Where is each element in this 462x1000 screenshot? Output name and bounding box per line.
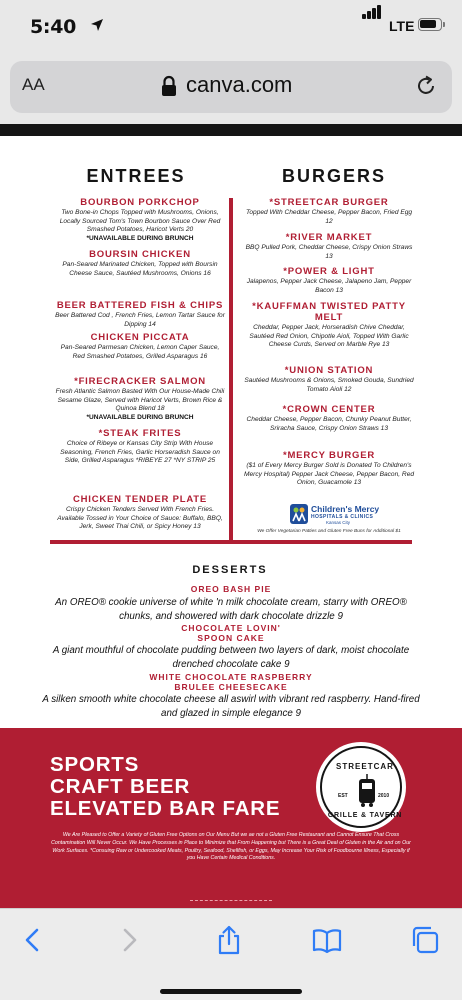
battery-icon: [418, 18, 442, 31]
browser-chrome: [0, 52, 462, 124]
status-bar: [0, 0, 462, 52]
dessert-item: WHITE CHOCOLATE RASPBERRY BRULEE CHEESECAKE A silken smooth white chocolate cheese all aswirl with vibrant red raspberry. Hand-fired and glazed in simple elegance 9: [42, 672, 420, 719]
address-bar[interactable]: [10, 61, 452, 113]
entree-item: *FIRECRACKER SALMON Fresh Atlantic Salmon Basted With Our House-Made Chili Sesame Glaze, Served with Haricot Verts, Brown Rice & Quinoa Blend 18 *UNAVAILABLE DURING BRUNCH: [55, 376, 225, 421]
dashed-line: [190, 900, 272, 901]
entree-item: BOURSIN CHICKEN Pan-Seared Marinated Chicken, Topped with Boursin Cheese Sauce, Sautéed Mushrooms, Onions 16: [62, 249, 218, 277]
streetcar-icon: [358, 774, 376, 808]
url-text[interactable]: canva.com: [186, 72, 293, 97]
reload-icon[interactable]: [414, 74, 438, 98]
burger-item: *KAUFFMAN TWISTED PATTY MELT Cheddar, Pepper Jack, Horseradish Chive Cheddar, Sautéed Red Onion, Chipotle Aioli, Topped With Garlic Cheese Curds, Served on Marble Rye 13: [249, 301, 409, 349]
entree-item: *STEAK FRITES Choice of Ribeye or Kansas City Strip With House Seasoning, French Fries, Garlic Horseradish Sauce on Side, Grilled Asparagus *RIBEYE 27 *NY STRIP 25: [60, 428, 220, 465]
burger-item: *STREETCAR BURGER Topped With Cheddar Cheese, Pepper Bacon, Fried Egg 12: [245, 197, 413, 225]
childrens-mercy-logo: Children's Mercy HOSPITALS & CLINICS Kansas City: [290, 502, 390, 526]
dessert-item: CHOCOLATE LOVIN' SPOON CAKE A giant mouthful of chocolate pudding between two layers of dark, moist chocolate drenched chocolate cake 9: [52, 623, 410, 670]
slogan-line: ELEVATED BAR FARE: [50, 797, 281, 820]
burgers-heading: BURGERS: [281, 166, 386, 186]
vegetarian-note: We Offer Vegetarian Patties and Gluten Free Buns for Additional $1: [257, 529, 401, 534]
dessert-item: OREO BASH PIE An OREO® cookie universe of white 'n milk chocolate cream, starry with OREO® chunks, and showered with dark chocolate drizzle 9: [55, 584, 407, 622]
entree-item: CHICKEN TENDER PLATE Crispy Chicken Tenders Served With French Fries. Available Tossed in Your Choice of Sauce: Buffalo, BBQ, Jerk, Sweet Thai Chili, or Spicy Honey 13: [57, 494, 223, 531]
burger-item: *RIVER MARKET BBQ Pulled Pork, Cheddar Cheese, Crispy Onion Straws 13: [245, 232, 413, 260]
location-arrow-icon: [90, 18, 104, 32]
streetcar-badge-logo: STREETCAR EST 2010 GRILLE & TAVERN: [316, 742, 406, 832]
children-mercy-icon: [290, 504, 308, 524]
tabs-icon[interactable]: [410, 925, 440, 955]
section-divider: [50, 540, 412, 544]
disclaimer-text: We Are Pleased to Offer a Variety of Gluten Free Options on Our Menu But we ae not a Gluten Free Restaurant and Cannot Ensure That Cross Contamination Will Never Occur. We Have Processes in Place to Minimize that From Happening but There is a Great Deal of Gluten in the Air and on Our Work Surfaces. *Consuing Raw or Undercooked Meats, Poultry, Seafood, Shellfish, or Eggs, May Increase Your Risk of Foodbourne Illness, Especially if you Have Certain Medical Conditions.: [51, 832, 411, 862]
menu-page[interactable]: [0, 124, 462, 908]
bookmarks-icon[interactable]: [312, 925, 342, 955]
page-top-bar: [0, 124, 462, 136]
column-divider: [229, 198, 233, 540]
lock-icon: [160, 75, 178, 97]
burger-item: *CROWN CENTER Cheddar Cheese, Pepper Bacon, Chunky Peanut Butter, Sriracha Sauce, Crispy Onion Straws 13: [246, 404, 412, 432]
burger-item: *MERCY BURGER ($1 of Every Mercy Burger Sold is Donated To Children's Mercy Hospital) Pepper Jack Cheese, Pepper Bacon, Red Onion, Guacamole 13: [243, 450, 415, 487]
entrees-heading: ENTREES: [86, 166, 186, 186]
back-icon[interactable]: [18, 925, 48, 955]
status-time: 5:40: [30, 16, 77, 38]
entree-item: CHICKEN PICCATA Pan-Seared Parmesan Chicken, Lemon Caper Sauce, Red Smashed Potatoes, Grilled Asparagus 16: [60, 332, 220, 360]
desserts-heading: DESSERTS: [192, 564, 268, 576]
slogan-line: CRAFT BEER: [50, 775, 191, 798]
reader-options-button[interactable]: AA: [22, 75, 45, 94]
forward-icon[interactable]: [114, 925, 144, 955]
entree-item: BOURBON PORKCHOP Two Bone-in Chops Topped with Mushrooms, Onions, Locally Sourced Tom's Town Bourbon Sauce Over Red Smashed Potatoes, Haricot Verts 20 *UNAVAILABLE DURING BRUNCH: [59, 197, 221, 242]
home-indicator[interactable]: [160, 989, 302, 994]
entree-item: BEER BATTERED FISH & CHIPS Beer Battered Cod , French Fries, Lemon Tartar Sauce for Dipping 14: [55, 300, 225, 328]
network-type: LTE: [389, 18, 415, 34]
share-icon[interactable]: [214, 925, 244, 955]
burger-item: *POWER & LIGHT Jalapenos, Pepper Jack Cheese, Jalapeno Jam, Pepper Bacon 13: [246, 266, 412, 294]
browser-toolbar: [0, 908, 462, 1000]
burger-item: *UNION STATION Sautéed Mushrooms & Onions, Smoked Gouda, Sundried Tomato Aioli 12: [244, 365, 414, 393]
footer-banner: [0, 728, 462, 908]
slogan-line: SPORTS: [50, 753, 140, 776]
